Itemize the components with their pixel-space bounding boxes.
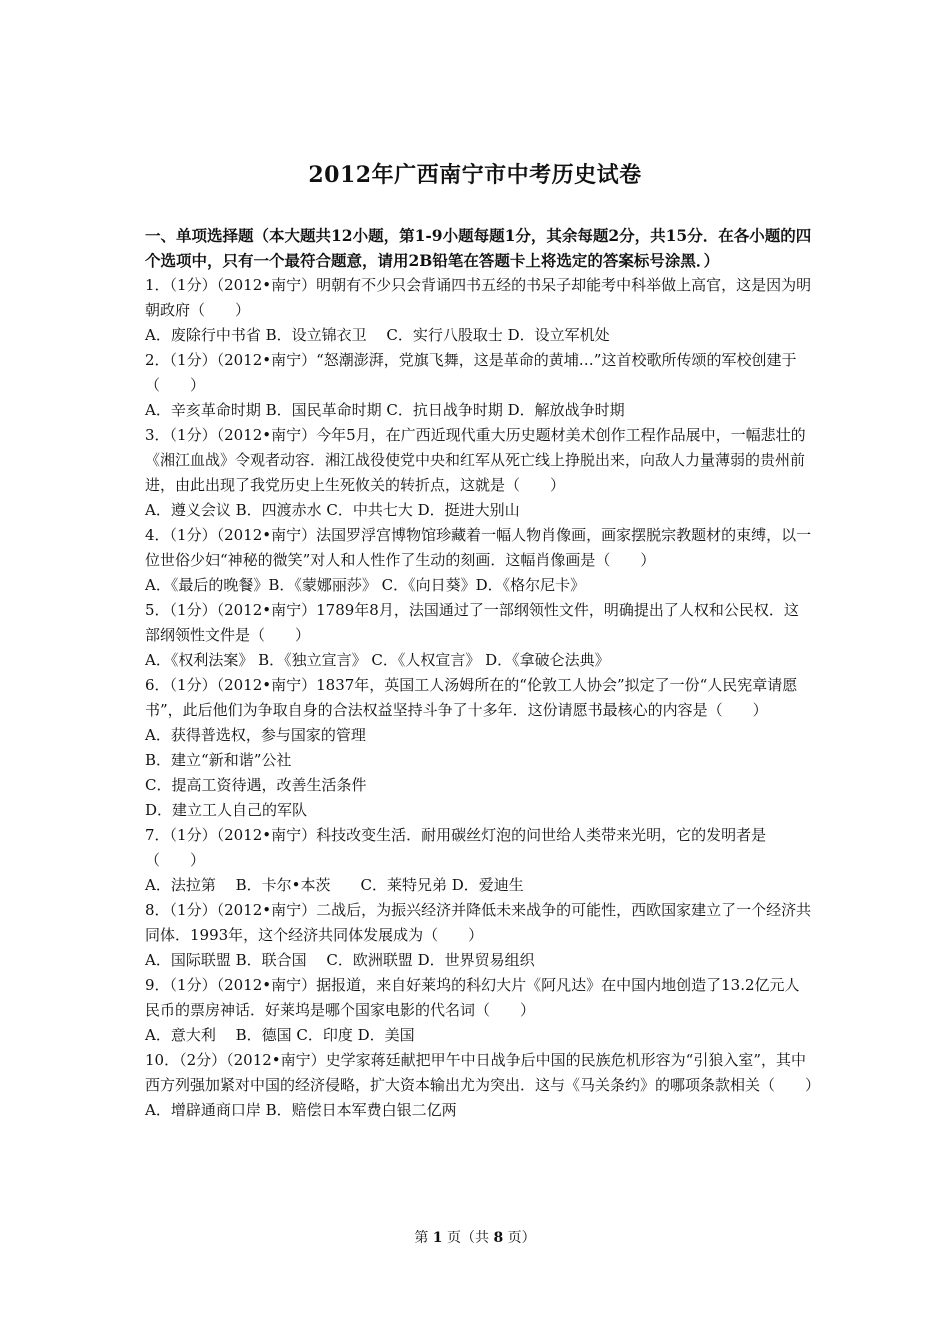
question-stem: 7．（1分）（2012•南宁）科技改变生活．耐用碳丝灯泡的问世给人类带来光明，它的发明者是（ ）: [145, 826, 767, 869]
footer-total-pages: 8: [493, 1230, 504, 1246]
question-item: [145, 273, 813, 348]
question-stem: 3．（1分）（2012•南宁）今年5月，在广西近现代重大历史题材美术创作工程作品展中，一幅悲壮的《湘江血战》令观者动容．湘江战役使党中央和红军从死亡线上挣脱出来，向敌人力量薄弱的贵州前进，由此出现了我党历史上生死攸关的转折点，这就是（ ）: [145, 426, 806, 494]
question-list: [145, 273, 821, 1123]
question-stem: 6．（1分）（2012•南宁）1837年，英国工人汤姆所在的“伦敦工人协会”拟定了一份“人民宪章请愿书”，此后他们为争取自身的合法权益坚持斗争了十多年．这份请愿书最核心的内容是（ ）: [145, 676, 798, 719]
question-options: A．辛亥革命时期 B．国民革命时期 C．抗日战争时期 D．解放战争时期: [145, 401, 625, 419]
question-item: [145, 973, 813, 1048]
question-stem: 10．（2分）（2012•南宁）史学家蒋廷献把甲午中日战争后中国的民族危机形容为“引狼入室”，其中西方列强加紧对中国的经济侵略，扩大资本输出尤为突出．这与《马关条约》的哪项条款相关（ ）: [145, 1051, 821, 1094]
question-stem: 8．（1分）（2012•南宁）二战后，为振兴经济并降低未来战争的可能性，西欧国家建立了一个经济共同体．1993年，这个经济共同体发展成为（ ）: [145, 901, 812, 944]
footer-page-number: 1: [432, 1230, 443, 1246]
question-stem: 4．（1分）（2012•南宁）法国罗浮宫博物馆珍藏着一幅人物肖像画，画家摆脱宗教题材的束缚，以一位世俗少妇“神秘的微笑”对人和人性作了生动的刻画．这幅肖像画是（ ）: [145, 526, 812, 569]
footer-prefix: 第: [414, 1230, 433, 1246]
question-options: D．建立工人自己的军队: [145, 801, 308, 819]
question-options: C．提高工资待遇，改善生活条件: [145, 776, 367, 794]
question-options: A．遵义会议 B．四渡赤水 C．中共七大 D．挺进大别山: [145, 501, 520, 519]
question-item: [145, 598, 813, 673]
question-options: A．意大利 B．德国 C．印度 D．美国: [145, 1026, 415, 1044]
footer-middle: 页（共: [442, 1230, 494, 1246]
page-footer: [0, 1227, 950, 1247]
question-item: [145, 898, 813, 973]
question-item: [145, 673, 813, 823]
question-options: A．法拉第 B．卡尔•本茨 C．莱特兄弟 D．爱迪生: [145, 876, 524, 894]
question-options: A．国际联盟 B．联合国 C．欧洲联盟 D．世界贸易组织: [145, 951, 535, 969]
question-stem: 5．（1分）（2012•南宁）1789年8月，法国通过了一部纲领性文件，明确提出了人权和公民权．这部纲领性文件是（ ）: [145, 601, 799, 644]
question-options: B．建立“新和谐”公社: [145, 751, 292, 769]
question-item: [145, 348, 813, 423]
question-item: [145, 823, 813, 898]
question-item: [145, 1048, 821, 1123]
page-title: 2012年广西南宁市中考历史试卷: [308, 162, 642, 188]
question-stem: 2．（1分）（2012•南宁）“怒潮澎湃，党旗飞舞，这是革命的黄埔…”这首校歌所传颂的军校创建于（ ）: [145, 351, 797, 394]
question-options: A．废除行中书省 B．设立锦衣卫 C．实行八股取士 D．设立军机处: [145, 326, 610, 344]
question-options: A．增辟通商口岸 B．赔偿日本军费白银二亿两: [145, 1101, 457, 1119]
question-item: [145, 423, 813, 523]
exam-content: [145, 223, 821, 1123]
question-item: [145, 523, 813, 598]
section-header: 一、单项选择题（本大题共12小题，第1-9小题每题1分，其余每题2分，共15分．在各小题的四个选项中，只有一个最符合题意，请用2B铅笔在答题卡上将选定的答案标号涂黑．）: [145, 226, 812, 270]
question-options: A．《权利法案》 B．《独立宣言》 C．《人权宣言》 D．《拿破仑法典》: [145, 651, 610, 669]
question-stem: 9．（1分）（2012•南宁）据报道，来自好莱坞的科幻大片《阿凡达》在中国内地创造了13.2亿元人民币的票房神话．好莱坞是哪个国家电影的代名词（ ）: [145, 976, 800, 1019]
question-options: A．《最后的晚餐》B．《蒙娜丽莎》 C．《向日葵》D．《格尔尼卡》: [145, 576, 586, 594]
question-stem: 1．（1分）（2012•南宁）明朝有不少只会背诵四书五经的书呆子却能考中科举做上高官，这是因为明朝政府（ ）: [145, 276, 812, 319]
question-options: A．获得普选权，参与国家的管理: [145, 726, 366, 744]
footer-suffix: 页）: [503, 1230, 536, 1246]
